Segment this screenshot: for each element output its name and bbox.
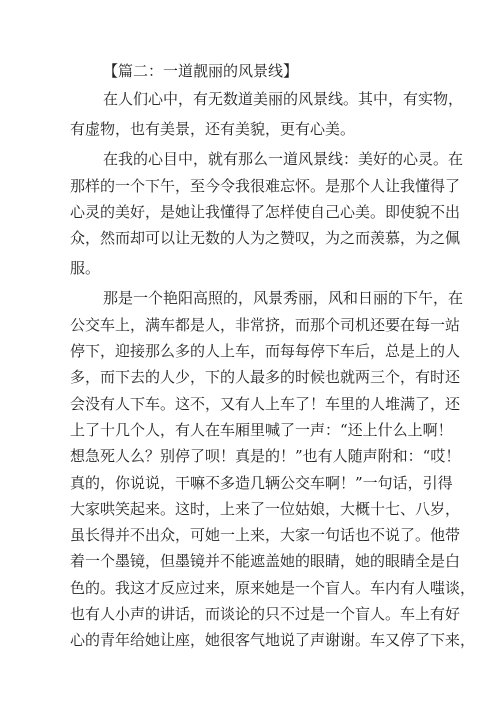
paragraph-line: 虽长得并不出众，可她一上来，大家一句话也不说了。他带 <box>70 526 461 545</box>
article-heading: 【篇二：一道靓丽的风景线】 <box>103 62 299 80</box>
paragraph-2 <box>70 146 464 285</box>
paragraph-1 <box>70 86 464 146</box>
paragraph-line: 服。 <box>70 259 101 278</box>
paragraph-line: 在人们心中，有无数道美丽的风景线。其中，有实物， <box>103 90 464 108</box>
article-body <box>70 56 476 654</box>
paragraph-line: 真的，你说说，干嘛不多造几辆公交车啊！”一句话，引得 <box>70 473 453 492</box>
paragraph-line: 在我的心目中，就有那么一道风景线：美好的心灵。在 <box>103 150 464 169</box>
paragraph-line: 那样的一个下午，至今令我很难忘怀。是那个人让我懂得了 <box>70 176 461 195</box>
paragraph-line: 会没有人下车。这不，又有人上车了！车里的人堆满了，还 <box>70 394 461 413</box>
paragraph-line: 心灵的美好，是她让我懂得了怎样使自己心美。即使貌不出 <box>70 202 461 221</box>
paragraph-line: 也有人小声的讲话，而谈论的只不过是一个盲人。车上有好 <box>70 605 461 624</box>
paragraph-line: 着一个墨镜，但墨镜并不能遮盖她的眼睛，她的眼睛全是白 <box>70 552 461 571</box>
paragraph-line: 停下，迎接那么多的人上车，而每每停下车后，总是上的人 <box>70 342 461 361</box>
paragraph-3 <box>70 285 476 653</box>
paragraph-line: 色的。我这才反应过来，原来她是一个盲人。车内有人嗤谈， <box>70 578 476 597</box>
paragraph-line: 那是一个艳阳高照的，风景秀丽，风和日丽的下午，在 <box>103 289 464 308</box>
paragraph-line: 多，而下去的人少，下的人最多的时候也就两三个，有时还 <box>70 368 461 387</box>
paragraph-line: 上了十几个人，有人在车厢里喊了一声：“还上什么上啊！ <box>70 420 453 439</box>
paragraph-line: 想急死人么？别停了呗！真是的！”也有人随声附和：“哎！ <box>70 447 461 466</box>
paragraph-line: 心的青年给她让座，她很客气地说了声谢谢。车又停了下来， <box>70 631 476 650</box>
paragraph-line: 大家哄笑起来。这时，上来了一位姑娘，大概十七、八岁， <box>70 499 461 518</box>
paragraph-line: 公交车上，满车都是人，非常挤，而那个司机还要在每一站 <box>70 315 461 334</box>
paragraph-line: 有虚物，也有美景，还有美貌，更有心美。 <box>70 120 356 139</box>
paragraph-line: 众，然而却可以让无数的人为之赞叹，为之而羡慕，为之佩 <box>70 229 461 248</box>
